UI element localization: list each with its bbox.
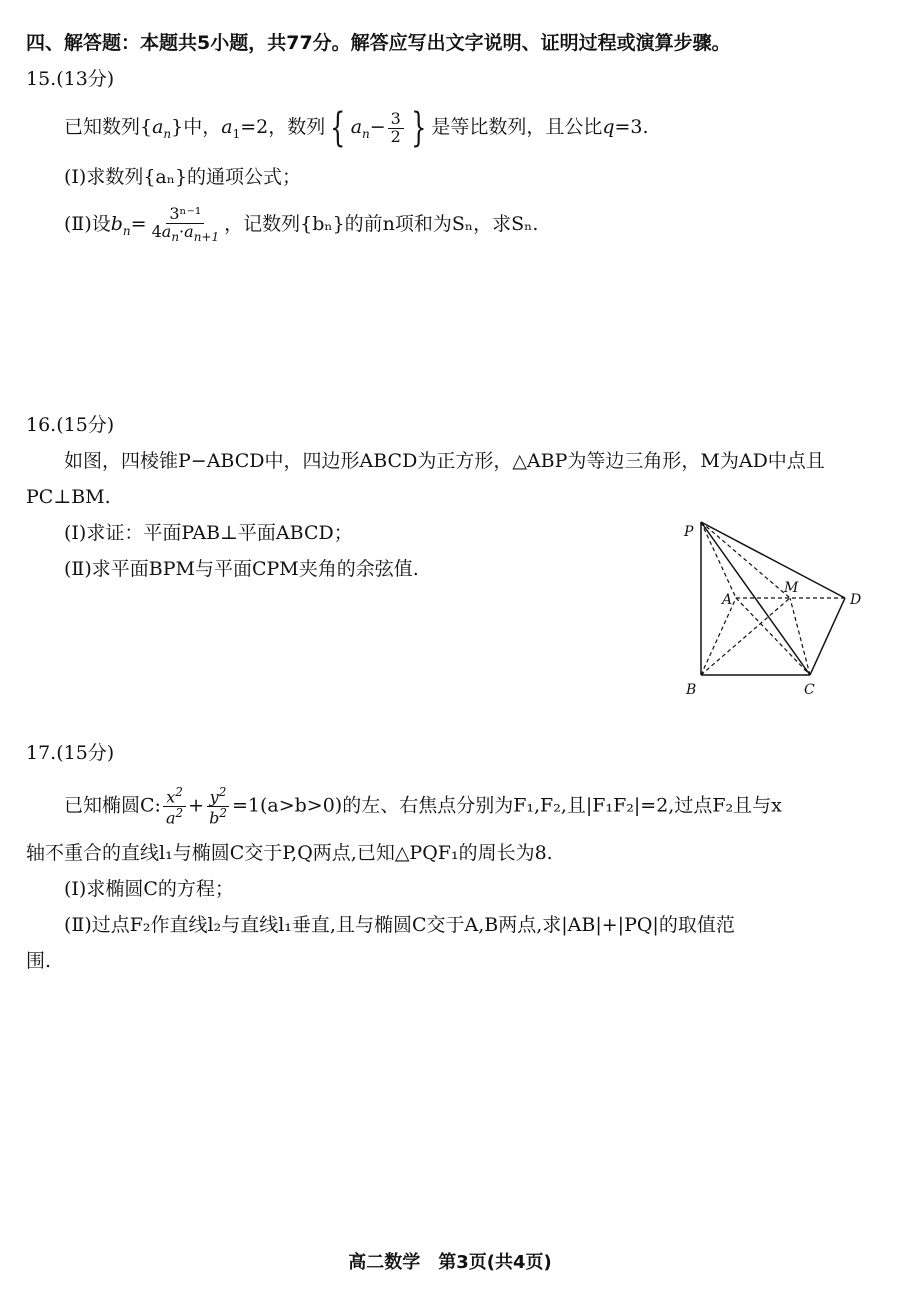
- q17-part2-line1: (Ⅱ)过点F₂作直线l₂与直线l₁垂直,且与椭圆C交于A,B两点,求|AB|+|PQ|的取值范: [64, 914, 735, 936]
- label-p: P: [684, 524, 694, 540]
- q16-number: 16.(15分): [26, 414, 115, 436]
- q16-part1: (Ⅰ)求证：平面PAB⊥平面ABCD；: [64, 522, 353, 544]
- q17-part1: (Ⅰ)求椭圆C的方程；: [64, 878, 234, 900]
- label-m: M: [784, 580, 799, 596]
- label-d: D: [850, 592, 862, 608]
- q15-number: 15.(13分): [26, 68, 115, 90]
- label-b: B: [686, 682, 697, 698]
- q15-part2: (Ⅱ)设$b_n=$ $\frac{\text{3ⁿ⁻¹}}{4a_n\cdot a_{n+1}}$ ，记数列{bₙ}的前n项和为Sₙ，求Sₙ.: [64, 204, 539, 244]
- q15-part1: (Ⅰ)求数列{aₙ}的通项公式；: [64, 166, 302, 188]
- label-c: C: [804, 682, 815, 698]
- label-a: A: [722, 592, 733, 608]
- q17-part2-line2: 围.: [26, 950, 52, 972]
- q17-stem-line2: 轴不重合的直线l₁与椭圆C交于P,Q两点,已知△PQF₁的周长为8.: [26, 842, 553, 864]
- q15-stem: 已知数列$\{a_n\}$中，$a_1=2$，数列 { $a_n-$ $\frac{3}{2}$ } 是等比数列，且公比q=3.: [64, 105, 649, 151]
- q17-number: 17.(15分): [26, 742, 115, 764]
- q16-part2: (Ⅱ)求平面BPM与平面CPM夹角的余弦值.: [64, 558, 419, 580]
- pyramid-figure: [670, 510, 870, 710]
- section-heading: 四、解答题：本题共5小题，共77分。解答应写出文字说明、证明过程或演算步骤。: [26, 32, 731, 54]
- page-footer: 高二数学 第3页(共4页): [348, 1252, 552, 1273]
- q17-stem-line1: 已知椭圆C: $\frac{x^2}{a^2}$ + $\frac{y^2}{b^2}$ =1(a>b>0)的左、右焦点分别为F₁,F₂,且|F₁F₂|=2,过点F₂且与x: [64, 785, 782, 828]
- q16-stem-line2: PC⊥BM.: [26, 486, 111, 508]
- q16-stem-line1: 如图，四棱锥P−ABCD中，四边形ABCD为正方形，△ABP为等边三角形，M为AD中点且: [64, 450, 825, 472]
